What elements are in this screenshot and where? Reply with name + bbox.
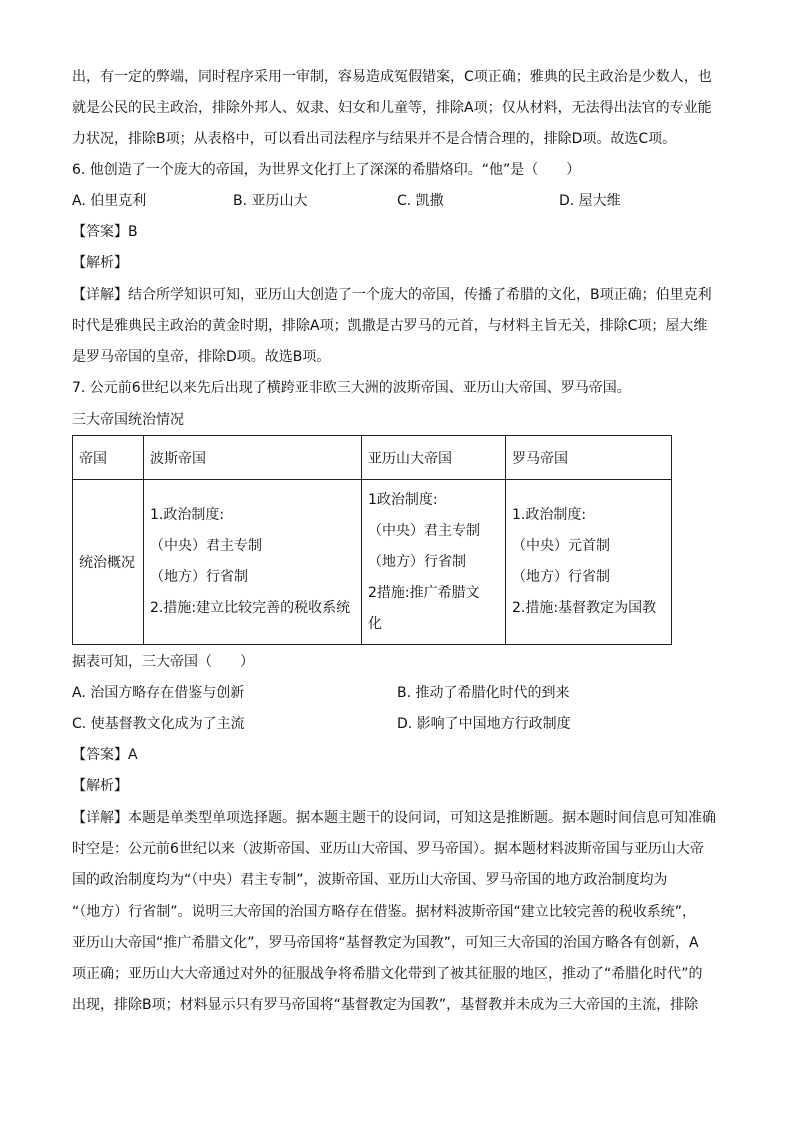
table-header-cell: 亚历山大帝国 (362, 436, 506, 480)
cell-line: （中央）君主专制 (368, 522, 480, 539)
table-header-row (73, 436, 672, 480)
q7-question: 据表可知，三大帝国（ ） (72, 654, 254, 670)
q7-detail-line: 国的政治制度均为“（中央）君主专制”，波斯帝国、亚历山大帝国、罗马帝国的地方政治制度均为 (72, 872, 668, 888)
q7-detail-line: 亚历山大帝国“推广希腊文化”，罗马帝国将“基督教定为国教”，可知三大帝国的治国方略各有创新，A (72, 935, 699, 951)
cell-line: （地方）行省制 (368, 553, 466, 570)
paragraph-line: 出，有一定的弊端，同时程序采用一审制，容易造成冤假错案，C项正确；雅典的民主政治是少数人，也 (72, 69, 712, 85)
q6-detail-line: 是罗马帝国的皇帝，排除D项。故选B项。 (72, 349, 331, 365)
q7-option-c: C. 使基督教文化成为了主流 (72, 716, 245, 732)
q7-option-d: D. 影响了中国地方行政制度 (397, 716, 571, 732)
paragraph-line: 就是公民的民主政治，排除外邦人、奴隶、妇女和儿童等，排除A项；仅从材料，无法得出法官的专业能 (72, 100, 712, 116)
cell-line: 1.政治制度: (150, 507, 225, 523)
cell-line: 2.措施:建立比较完善的税收系统 (150, 600, 351, 616)
q6-option-a: A. 伯里克利 (72, 193, 147, 209)
table-cell-rome (506, 480, 672, 645)
table-header-cell: 罗马帝国 (506, 436, 672, 480)
paragraph-line: 力状况，排除B项；从表格中，可以看出司法程序与结果并不是合情合理的，排除D项。故选C项。 (72, 131, 677, 147)
q6-detail-line: 【详解】结合所学知识可知，亚历山大创造了一个庞大的帝国，传播了希腊的文化，B项正确；伯里克利 (72, 287, 712, 303)
q6-detail-line: 时代是雅典民主政治的黄金时期，排除A项；凯撒是古罗马的元首，与材料主旨无关，排除C项；屋大维 (72, 318, 708, 334)
table-cell-alexander (362, 480, 506, 645)
q7-option-a: A. 治国方略存在借鉴与创新 (72, 685, 245, 701)
q6-option-d: D. 屋大维 (559, 193, 621, 209)
cell-line: （地方）行省制 (512, 569, 610, 585)
q6-analysis-label: 【解析】 (72, 255, 128, 271)
question-6-stem: 6. 他创造了一个庞大的帝国，为世界文化打上了深深的希腊烙印。“他”是（ ） (72, 162, 581, 178)
q7-detail-line: 时空是：公元前6世纪以来（波斯帝国、亚历山大帝国、罗马帝国）。据本题材料波斯帝国与亚历山大帝 (72, 841, 704, 857)
q7-answer: 【答案】A (72, 747, 138, 763)
table-header-cell: 波斯帝国 (144, 436, 362, 480)
cell-line: 1.政治制度: (512, 507, 587, 523)
table-caption: 三大帝国统治情况 (72, 412, 184, 428)
q6-option-c: C. 凯撒 (397, 193, 444, 209)
q7-detail-line: “（地方）行省制”。说明三大帝国的治国方略存在借鉴。据材料波斯帝国“建立比较完善的税收系统”， (72, 904, 697, 920)
cell-line: （中央）元首制 (512, 538, 610, 554)
table-header-cell: 帝国 (73, 436, 144, 480)
empires-table (72, 435, 672, 645)
q7-detail-line: 【详解】本题是单类型单项选择题。据本题主题干的设问词，可知这是推断题。据本题时间信息可知准确 (72, 810, 716, 826)
table-row-label: 统治概况 (73, 480, 144, 645)
cell-line: （中央）君主专制 (150, 538, 262, 554)
table-row (73, 480, 672, 645)
cell-line: 2措施:推广希腊文 (368, 584, 480, 601)
cell-line: （地方）行省制 (150, 569, 248, 585)
q6-option-b: B. 亚历山大 (233, 193, 308, 209)
cell-line: 2.措施:基督教定为国教 (512, 600, 657, 616)
q7-detail-line: 项正确；亚历山大大帝通过对外的征服战争将希腊文化带到了被其征服的地区，推动了“希腊化时代”的 (72, 966, 703, 982)
question-7-stem: 7. 公元前6世纪以来先后出现了横跨亚非欧三大洲的波斯帝国、亚历山大帝国、罗马帝国。 (72, 380, 631, 396)
q7-analysis-label: 【解析】 (72, 778, 128, 794)
table-cell-persia (144, 480, 362, 645)
q7-detail-line: 出现，排除B项；材料显示只有罗马帝国将“基督教定为国教”，基督教并未成为三大帝国的主流，排除 (72, 997, 699, 1013)
cell-line: 1政治制度: (368, 491, 438, 508)
cell-line: 化 (368, 615, 382, 632)
q6-answer: 【答案】B (72, 224, 138, 240)
q7-option-b: B. 推动了希腊化时代的到来 (397, 685, 570, 701)
